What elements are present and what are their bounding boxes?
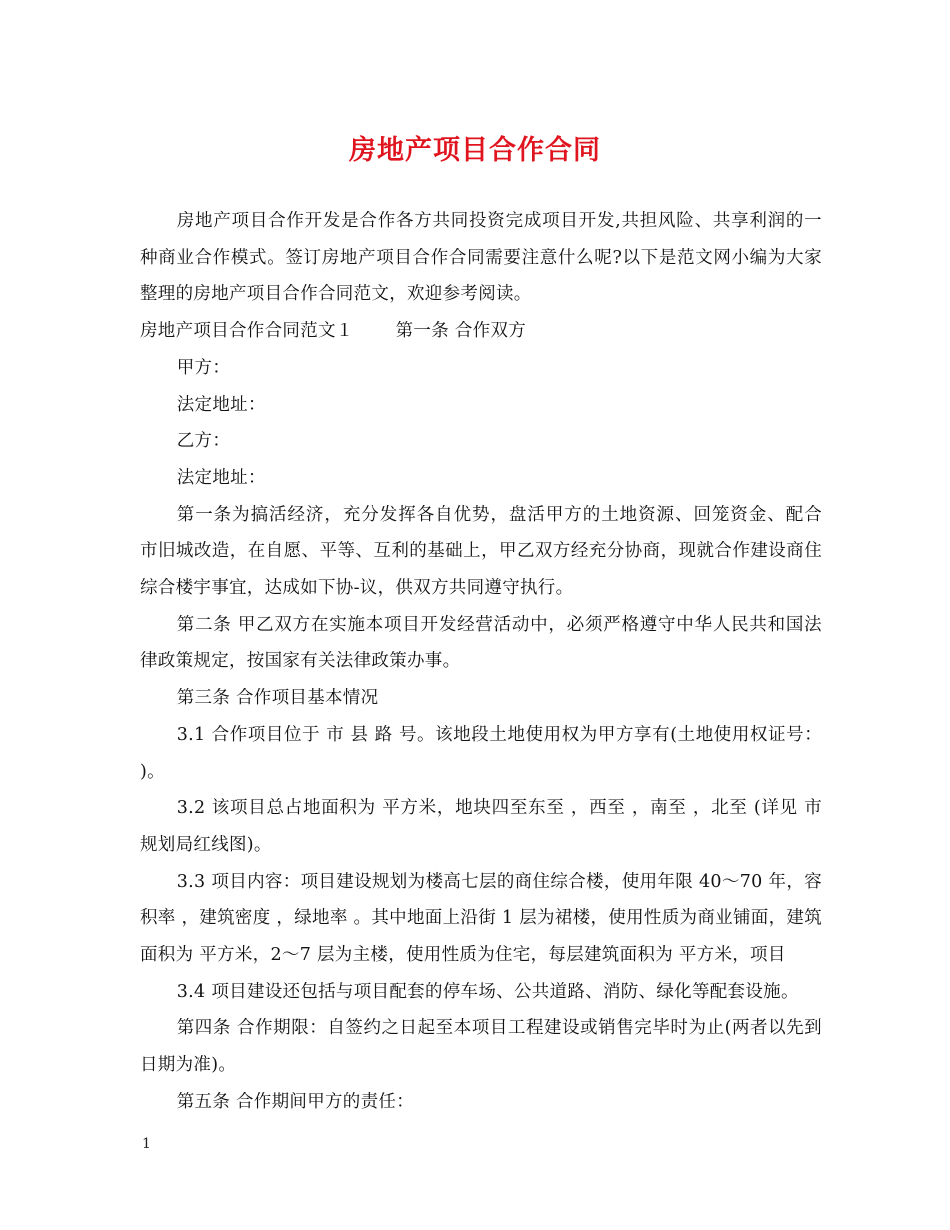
sample-heading: 房地产项目合作合同范文１ xyxy=(140,321,354,342)
page-number: 1 xyxy=(142,1136,151,1152)
document-body xyxy=(140,203,822,1121)
party-b-label: 乙方： xyxy=(176,431,231,452)
clause-5-heading: 第五条 合作期间甲方的责任： xyxy=(176,1091,415,1112)
clause-3-3: 3.3 项目内容：项目建设规划为楼高七层的商住综合楼，使用年限 40～70 年，容积率 ，建筑密度 ，绿地率 。其中地面上沿街 1 层为裙楼，使用性质为商业铺面，建筑面积为 平方米，2～7 层为主楼，使用性质为住宅，每层建筑面积为 平方米，项目 xyxy=(140,871,822,966)
party-a-label: 甲方： xyxy=(176,357,231,378)
clause-1: 第一条为搞活经济，充分发挥各自优势，盘活甲方的土地资源、回笼资金、配合 市旧城改造，在自愿、平等、互利的基础上，甲乙双方经充分协商，现就合作建设商住综合楼宇事宜，达成如下协-议，供双方共同遵守执行。 xyxy=(140,504,822,599)
document-title: 房地产项目合作合同 xyxy=(349,135,601,166)
article1-heading: 第一条 合作双方 xyxy=(395,321,527,342)
clause-3-1: 3.1 合作项目位于 市 县 路 号。该地段土地使用权为甲方享有(土地使用权证号： )。 xyxy=(140,724,822,782)
clause-2: 第二条 甲乙双方在实施本项目开发经营活动中，必须严格遵守中华人民共和国法律政策规定，按国家有关法律政策办事。 xyxy=(140,614,822,672)
sample-heading-line xyxy=(140,313,822,350)
clause-3-4: 3.4 项目建设还包括与项目配套的停车场、公共道路、消防、绿化等配套设施。 xyxy=(176,981,799,1002)
intro-paragraph: 房地产项目合作开发是合作各方共同投资完成项目开发,共担风险、共享利润的一种商业合作模式。签订房地产项目合作合同需要注意什么呢?以下是范文网小编为大家整理的房地产项目合作合同范文，欢迎参考阅读。 xyxy=(140,211,822,305)
clause-3-2: 3.2 该项目总占地面积为 平方米，地块四至东至 ，西至 ，南至 ，北至 (详见 市规划局红线图)。 xyxy=(140,798,822,855)
party-b-address-label: 法定地址： xyxy=(176,467,266,488)
clause-4: 第四条 合作期限：自签约之日起至本项目工程建设或销售完毕时为止(两者以先到日期为准)。 xyxy=(140,1018,822,1076)
party-a-address-label: 法定地址： xyxy=(176,394,266,415)
clause-3-heading: 第三条 合作项目基本情况 xyxy=(176,688,379,709)
